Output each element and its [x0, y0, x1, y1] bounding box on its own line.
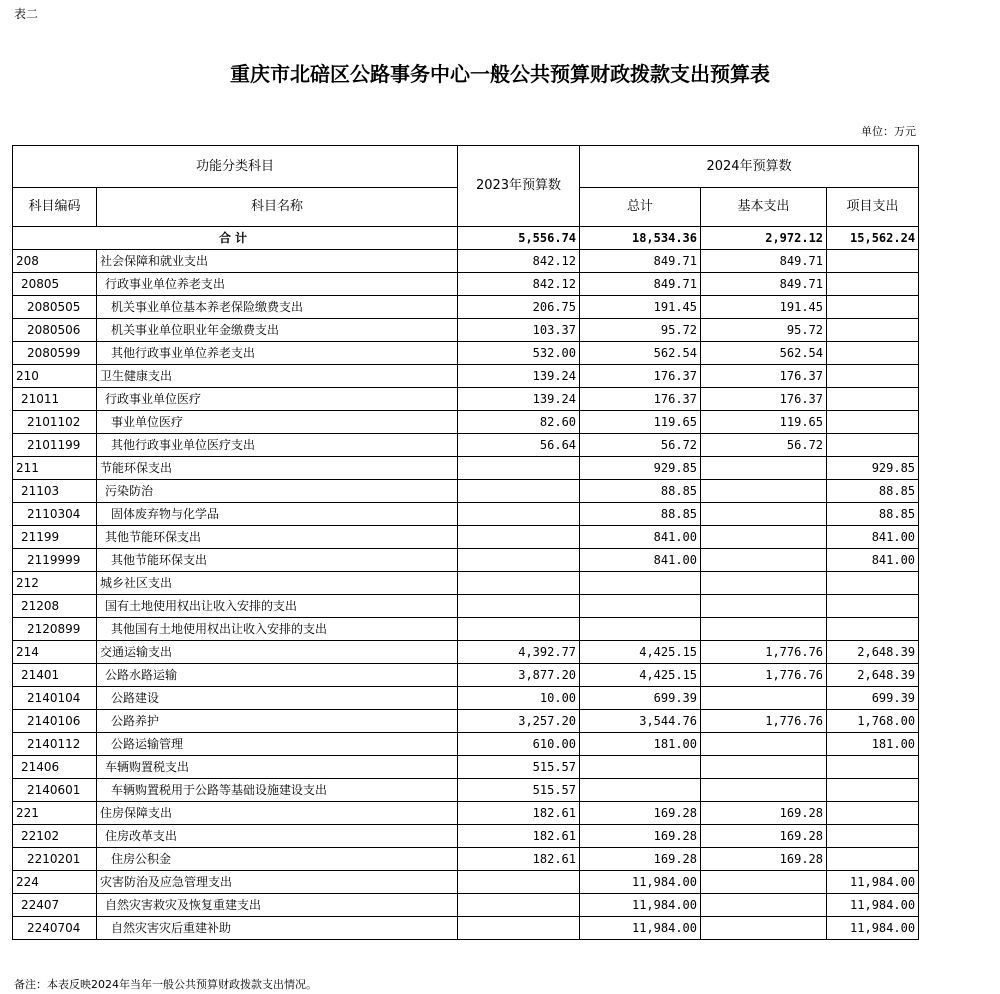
- row-2023: 610.00: [458, 733, 580, 756]
- row-total: [580, 572, 701, 595]
- row-code: 214: [13, 641, 97, 664]
- row-name: 自然灾害救灾及恢复重建支出: [97, 894, 458, 917]
- header-code: 科目编码: [13, 188, 97, 227]
- total-row: [13, 227, 919, 250]
- row-total: 841.00: [580, 549, 701, 572]
- row-basic: [701, 733, 827, 756]
- row-total: 841.00: [580, 526, 701, 549]
- table-row: [13, 733, 919, 756]
- row-code: 2140106: [13, 710, 97, 733]
- table-row: [13, 664, 919, 687]
- footnote: 备注：本表反映2024年当年一般公共预算财政拨款支出情况。: [14, 978, 317, 991]
- table-row: [13, 457, 919, 480]
- row-name: 住房保障支出: [97, 802, 458, 825]
- row-2023: [458, 457, 580, 480]
- row-project: [827, 250, 919, 273]
- table-row: [13, 319, 919, 342]
- row-total: 11,984.00: [580, 894, 701, 917]
- table-row: [13, 549, 919, 572]
- row-basic: [701, 480, 827, 503]
- row-2023: 515.57: [458, 756, 580, 779]
- row-name: 卫生健康支出: [97, 365, 458, 388]
- row-name: 机关事业单位职业年金缴费支出: [97, 319, 458, 342]
- row-total: 11,984.00: [580, 917, 701, 940]
- row-total: 562.54: [580, 342, 701, 365]
- row-project: 88.85: [827, 503, 919, 526]
- row-code: 212: [13, 572, 97, 595]
- row-total: 176.37: [580, 365, 701, 388]
- row-code: 21401: [13, 664, 97, 687]
- table-row: [13, 871, 919, 894]
- row-project: [827, 572, 919, 595]
- row-total: 929.85: [580, 457, 701, 480]
- row-2023: 139.24: [458, 388, 580, 411]
- row-code: 224: [13, 871, 97, 894]
- row-code: 2140104: [13, 687, 97, 710]
- row-name: 交通运输支出: [97, 641, 458, 664]
- row-project: [827, 779, 919, 802]
- row-2023: [458, 480, 580, 503]
- row-project: [827, 296, 919, 319]
- row-basic: 169.28: [701, 802, 827, 825]
- row-basic: 176.37: [701, 365, 827, 388]
- table-row: [13, 618, 919, 641]
- row-project: 11,984.00: [827, 917, 919, 940]
- row-name: 住房公积金: [97, 848, 458, 871]
- row-2023: [458, 618, 580, 641]
- row-total: 169.28: [580, 802, 701, 825]
- row-name: 其他国有土地使用权出让收入安排的支出: [97, 618, 458, 641]
- table-row: [13, 411, 919, 434]
- row-total: 88.85: [580, 480, 701, 503]
- row-name: 机关事业单位基本养老保险缴费支出: [97, 296, 458, 319]
- row-2023: [458, 871, 580, 894]
- row-name: 行政事业单位医疗: [97, 388, 458, 411]
- row-basic: [701, 687, 827, 710]
- row-name: 公路养护: [97, 710, 458, 733]
- budget-table: [12, 145, 919, 940]
- table-row: [13, 572, 919, 595]
- total-total: 18,534.36: [580, 227, 701, 250]
- row-total: 3,544.76: [580, 710, 701, 733]
- row-code: 20805: [13, 273, 97, 296]
- row-code: 21103: [13, 480, 97, 503]
- row-code: 2210201: [13, 848, 97, 871]
- row-2023: [458, 549, 580, 572]
- row-2023: 4,392.77: [458, 641, 580, 664]
- row-total: 11,984.00: [580, 871, 701, 894]
- row-project: 841.00: [827, 526, 919, 549]
- row-code: 2101199: [13, 434, 97, 457]
- total-label: 合计: [13, 227, 458, 250]
- table-row: [13, 250, 919, 273]
- table-row: [13, 825, 919, 848]
- row-name: 城乡社区支出: [97, 572, 458, 595]
- row-code: 21011: [13, 388, 97, 411]
- row-basic: 1,776.76: [701, 710, 827, 733]
- table-row: [13, 480, 919, 503]
- table-row: [13, 894, 919, 917]
- table-row: [13, 848, 919, 871]
- row-total: 88.85: [580, 503, 701, 526]
- row-name: 其他行政事业单位医疗支出: [97, 434, 458, 457]
- row-total: 56.72: [580, 434, 701, 457]
- row-name: 公路运输管理: [97, 733, 458, 756]
- row-name: 车辆购置税支出: [97, 756, 458, 779]
- table-row: [13, 273, 919, 296]
- row-project: 1,768.00: [827, 710, 919, 733]
- row-basic: 191.45: [701, 296, 827, 319]
- row-2023: 842.12: [458, 250, 580, 273]
- total-2023: 5,556.74: [458, 227, 580, 250]
- row-project: [827, 434, 919, 457]
- row-project: [827, 388, 919, 411]
- row-2023: [458, 595, 580, 618]
- row-code: 2140112: [13, 733, 97, 756]
- row-total: 4,425.15: [580, 641, 701, 664]
- row-project: 88.85: [827, 480, 919, 503]
- row-total: 169.28: [580, 848, 701, 871]
- row-basic: [701, 457, 827, 480]
- row-basic: [701, 572, 827, 595]
- table-row: [13, 526, 919, 549]
- row-total: 4,425.15: [580, 664, 701, 687]
- row-total: 176.37: [580, 388, 701, 411]
- row-basic: 1,776.76: [701, 664, 827, 687]
- row-name: 灾害防治及应急管理支出: [97, 871, 458, 894]
- row-name: 国有土地使用权出让收入安排的支出: [97, 595, 458, 618]
- row-total: 191.45: [580, 296, 701, 319]
- table-row: [13, 710, 919, 733]
- row-basic: 56.72: [701, 434, 827, 457]
- table-tag: 表二: [14, 7, 39, 21]
- row-code: 210: [13, 365, 97, 388]
- row-project: 929.85: [827, 457, 919, 480]
- table-row: [13, 434, 919, 457]
- row-project: 11,984.00: [827, 894, 919, 917]
- row-total: 181.00: [580, 733, 701, 756]
- row-code: 2120899: [13, 618, 97, 641]
- row-basic: [701, 549, 827, 572]
- row-basic: [701, 871, 827, 894]
- row-name: 行政事业单位养老支出: [97, 273, 458, 296]
- row-project: [827, 825, 919, 848]
- row-code: 21406: [13, 756, 97, 779]
- row-2023: 842.12: [458, 273, 580, 296]
- row-total: 849.71: [580, 250, 701, 273]
- total-project: 15,562.24: [827, 227, 919, 250]
- header-total: 总计: [580, 188, 701, 227]
- row-project: [827, 595, 919, 618]
- row-total: [580, 618, 701, 641]
- row-project: 699.39: [827, 687, 919, 710]
- row-code: 2140601: [13, 779, 97, 802]
- row-2023: 82.60: [458, 411, 580, 434]
- row-2023: 206.75: [458, 296, 580, 319]
- row-code: 221: [13, 802, 97, 825]
- row-2023: 103.37: [458, 319, 580, 342]
- row-code: 2240704: [13, 917, 97, 940]
- row-code: 2101102: [13, 411, 97, 434]
- row-total: [580, 756, 701, 779]
- row-total: 849.71: [580, 273, 701, 296]
- row-code: 208: [13, 250, 97, 273]
- row-basic: [701, 756, 827, 779]
- row-basic: [701, 779, 827, 802]
- row-basic: [701, 618, 827, 641]
- row-2023: 182.61: [458, 848, 580, 871]
- row-code: 2119999: [13, 549, 97, 572]
- table-row: [13, 595, 919, 618]
- table-row: [13, 917, 919, 940]
- header-2024: 2024年预算数: [580, 146, 919, 188]
- row-2023: [458, 917, 580, 940]
- row-basic: 169.28: [701, 825, 827, 848]
- row-project: [827, 756, 919, 779]
- row-name: 污染防治: [97, 480, 458, 503]
- row-code: 2080505: [13, 296, 97, 319]
- row-project: [827, 411, 919, 434]
- row-2023: 56.64: [458, 434, 580, 457]
- row-total: 169.28: [580, 825, 701, 848]
- row-2023: [458, 503, 580, 526]
- row-2023: 515.57: [458, 779, 580, 802]
- table-row: [13, 641, 919, 664]
- row-basic: 119.65: [701, 411, 827, 434]
- row-name: 公路建设: [97, 687, 458, 710]
- row-2023: [458, 894, 580, 917]
- row-project: 841.00: [827, 549, 919, 572]
- row-2023: 532.00: [458, 342, 580, 365]
- row-code: 22407: [13, 894, 97, 917]
- table-row: [13, 802, 919, 825]
- row-name: 其他节能环保支出: [97, 526, 458, 549]
- header-name: 科目名称: [97, 188, 458, 227]
- row-basic: 562.54: [701, 342, 827, 365]
- row-basic: 169.28: [701, 848, 827, 871]
- row-total: 119.65: [580, 411, 701, 434]
- row-name: 自然灾害灾后重建补助: [97, 917, 458, 940]
- row-project: 11,984.00: [827, 871, 919, 894]
- row-project: [827, 848, 919, 871]
- row-total: [580, 779, 701, 802]
- row-project: [827, 802, 919, 825]
- row-basic: 849.71: [701, 250, 827, 273]
- header-2023: 2023年预算数: [458, 146, 580, 227]
- table-row: [13, 756, 919, 779]
- row-2023: 182.61: [458, 825, 580, 848]
- row-basic: [701, 526, 827, 549]
- row-name: 住房改革支出: [97, 825, 458, 848]
- unit-label: 单位：万元: [861, 125, 916, 138]
- row-project: [827, 319, 919, 342]
- row-code: 21208: [13, 595, 97, 618]
- row-project: [827, 273, 919, 296]
- row-name: 节能环保支出: [97, 457, 458, 480]
- row-code: 2080599: [13, 342, 97, 365]
- table-row: [13, 296, 919, 319]
- row-name: 事业单位医疗: [97, 411, 458, 434]
- total-basic: 2,972.12: [701, 227, 827, 250]
- page-title: 重庆市北碚区公路事务中心一般公共预算财政拨款支出预算表: [230, 62, 770, 86]
- row-2023: 3,877.20: [458, 664, 580, 687]
- row-total: 699.39: [580, 687, 701, 710]
- row-basic: 849.71: [701, 273, 827, 296]
- row-project: [827, 365, 919, 388]
- row-code: 22102: [13, 825, 97, 848]
- table-row: [13, 779, 919, 802]
- header-category: 功能分类科目: [13, 146, 458, 188]
- row-project: 181.00: [827, 733, 919, 756]
- row-2023: [458, 526, 580, 549]
- row-2023: 139.24: [458, 365, 580, 388]
- row-basic: [701, 503, 827, 526]
- row-name: 其他节能环保支出: [97, 549, 458, 572]
- row-basic: 176.37: [701, 388, 827, 411]
- row-name: 其他行政事业单位养老支出: [97, 342, 458, 365]
- row-total: [580, 595, 701, 618]
- row-2023: 10.00: [458, 687, 580, 710]
- table-row: [13, 503, 919, 526]
- header-basic: 基本支出: [701, 188, 827, 227]
- table-row: [13, 342, 919, 365]
- row-total: 95.72: [580, 319, 701, 342]
- row-name: 车辆购置税用于公路等基础设施建设支出: [97, 779, 458, 802]
- table-row: [13, 365, 919, 388]
- row-project: 2,648.39: [827, 664, 919, 687]
- row-project: [827, 342, 919, 365]
- row-basic: 1,776.76: [701, 641, 827, 664]
- row-basic: [701, 917, 827, 940]
- header-project: 项目支出: [827, 188, 919, 227]
- row-2023: [458, 572, 580, 595]
- row-code: 2080506: [13, 319, 97, 342]
- row-basic: 95.72: [701, 319, 827, 342]
- row-code: 2110304: [13, 503, 97, 526]
- row-name: 公路水路运输: [97, 664, 458, 687]
- row-2023: 182.61: [458, 802, 580, 825]
- row-code: 211: [13, 457, 97, 480]
- table-row: [13, 388, 919, 411]
- row-basic: [701, 595, 827, 618]
- row-2023: 3,257.20: [458, 710, 580, 733]
- row-name: 固体废弃物与化学品: [97, 503, 458, 526]
- row-name: 社会保障和就业支出: [97, 250, 458, 273]
- row-code: 21199: [13, 526, 97, 549]
- row-project: 2,648.39: [827, 641, 919, 664]
- row-project: [827, 618, 919, 641]
- table-row: [13, 687, 919, 710]
- row-basic: [701, 894, 827, 917]
